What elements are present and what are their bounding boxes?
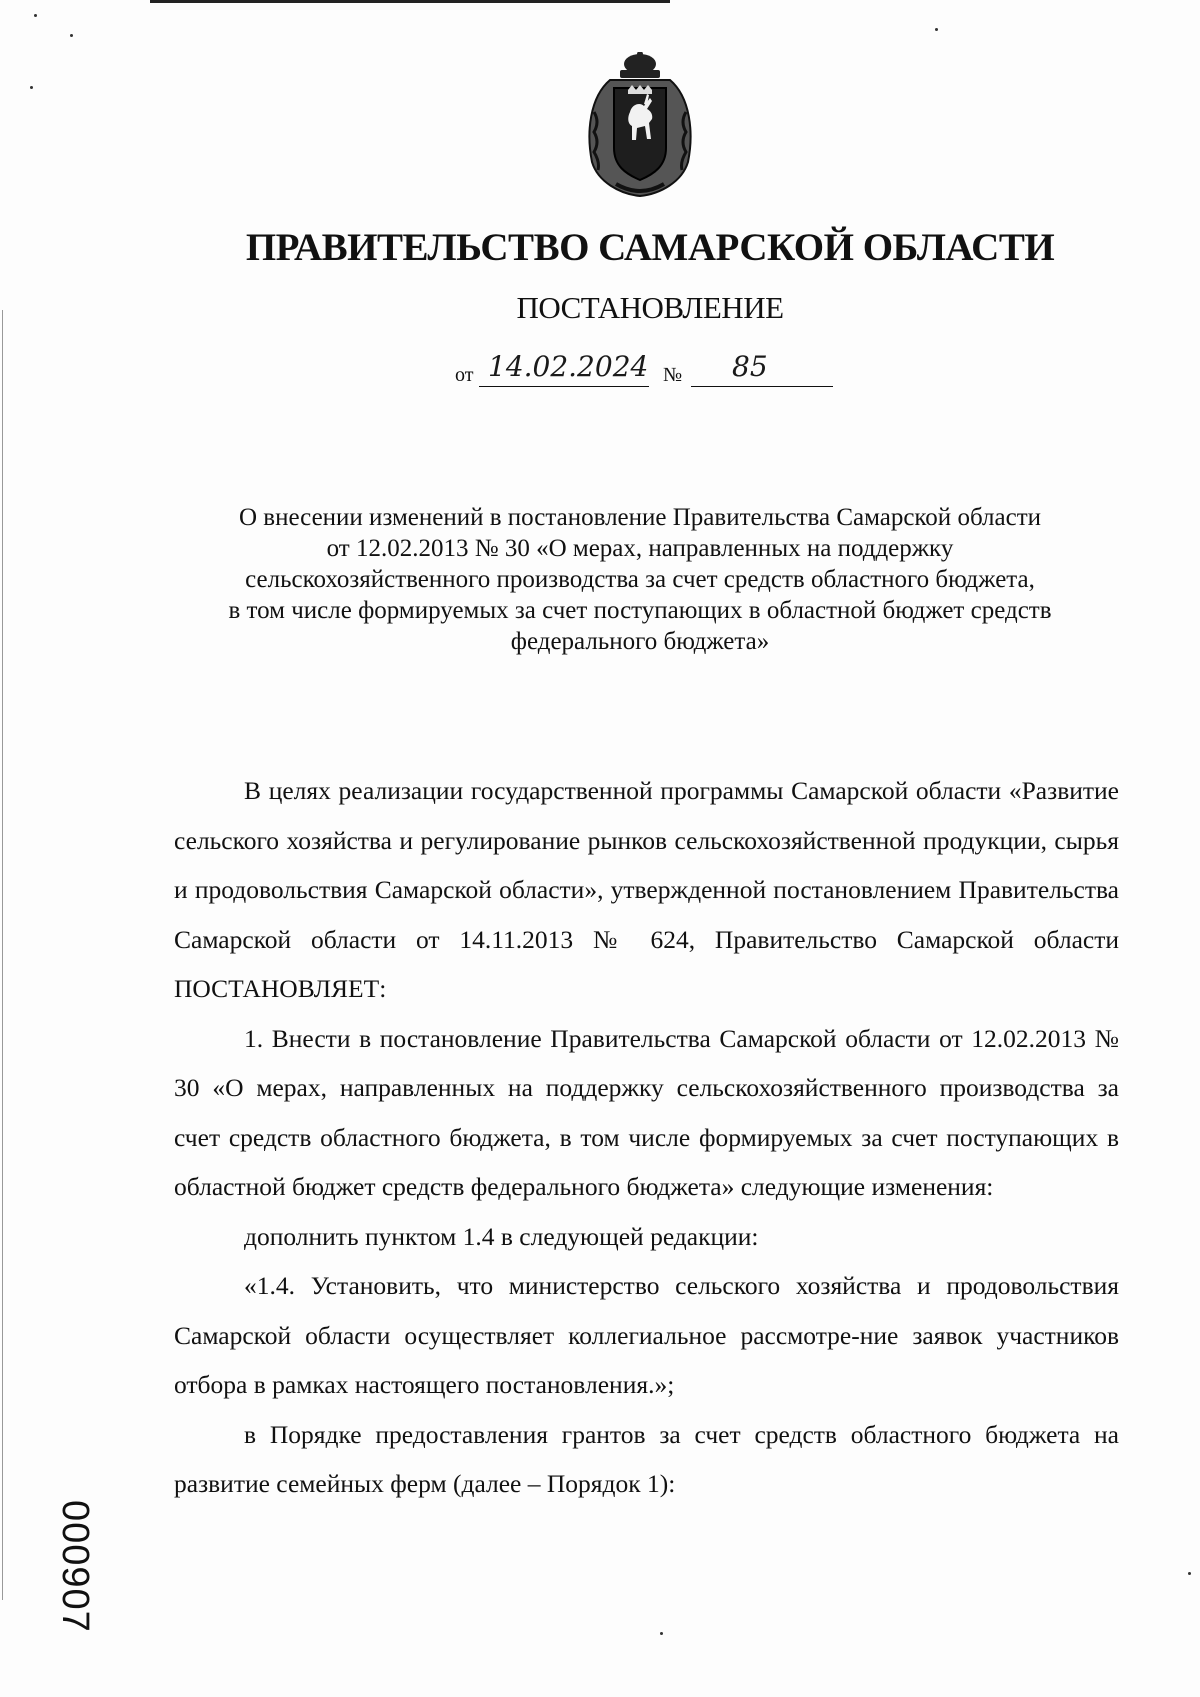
scan-artifact-left <box>2 310 3 1600</box>
archive-stamp-number: 000907 <box>54 1500 96 1633</box>
body-paragraph: В целях реализации государственной программы Самарской области «Развитие сельского хозяйства и регулирование рынков сельскохозяйственной продукции, сырья и продовольствия Самарской области», утвержденной постановлением Правительства Самарской области от 14.11.2013 № 624, Правительство Самарской области ПОСТАНОВЛЯЕТ: <box>174 776 1119 1003</box>
scan-speck <box>70 34 73 37</box>
samara-coat-of-arms-icon <box>580 52 700 198</box>
body-paragraph: 1. Внести в постановление Правительства Самарской области от 12.02.2013 № 30 «О мерах, направленных на поддержку сельскохозяйственного производства за счет средств областного бюджета, в том числе формируемых за счет поступающих в областной бюджет средств федерального бюджета» следующие изменения: <box>174 1023 1119 1201</box>
subject-line: от 12.02.2013 № 30 «О мерах, направленных на поддержку <box>326 535 954 562</box>
date-handwritten: 14.02.2024 <box>488 350 649 383</box>
number-underline <box>691 386 833 387</box>
issuing-authority: ПРАВИТЕЛЬСТВО САМАРСКОЙ ОБЛАСТИ <box>245 226 1055 269</box>
document-subject <box>160 502 1120 657</box>
subject-line: в том числе формируемых за счет поступающих в областной бюджет средств <box>228 597 1052 624</box>
number-handwritten: 85 <box>732 350 768 383</box>
date-underline <box>479 386 649 387</box>
document-type: ПОСТАНОВЛЕНИЕ <box>516 290 784 325</box>
document-body <box>174 766 1119 1509</box>
number-prefix: № <box>663 364 683 386</box>
body-paragraph: дополнить пунктом 1.4 в следующей редакции: <box>244 1221 759 1251</box>
subject-line: О внесении изменений в постановление Правительства Самарской области <box>238 504 1042 531</box>
subject-line: федерального бюджета» <box>510 628 770 655</box>
body-paragraph: «1.4. Установить, что министерство сельского хозяйства и продовольствия Самарской области осуществляет коллегиальное рассмотре-ние заявок участников отбора в рамках настоящего постановления.»; <box>174 1271 1119 1399</box>
scan-speck <box>1188 1572 1191 1575</box>
date-prefix: от <box>455 364 474 386</box>
scan-speck <box>935 28 938 31</box>
scan-artifact-top <box>150 0 670 3</box>
body-paragraph: в Порядке предоставления грантов за счет средств областного бюджета на развитие семейных ферм (далее – Порядок 1): <box>174 1419 1119 1498</box>
scan-speck <box>660 1632 663 1635</box>
date-number-line <box>455 350 845 390</box>
subject-line: сельскохозяйственного производства за счет средств областного бюджета, <box>245 566 1035 593</box>
scan-speck <box>30 86 33 89</box>
scan-speck <box>34 14 37 17</box>
